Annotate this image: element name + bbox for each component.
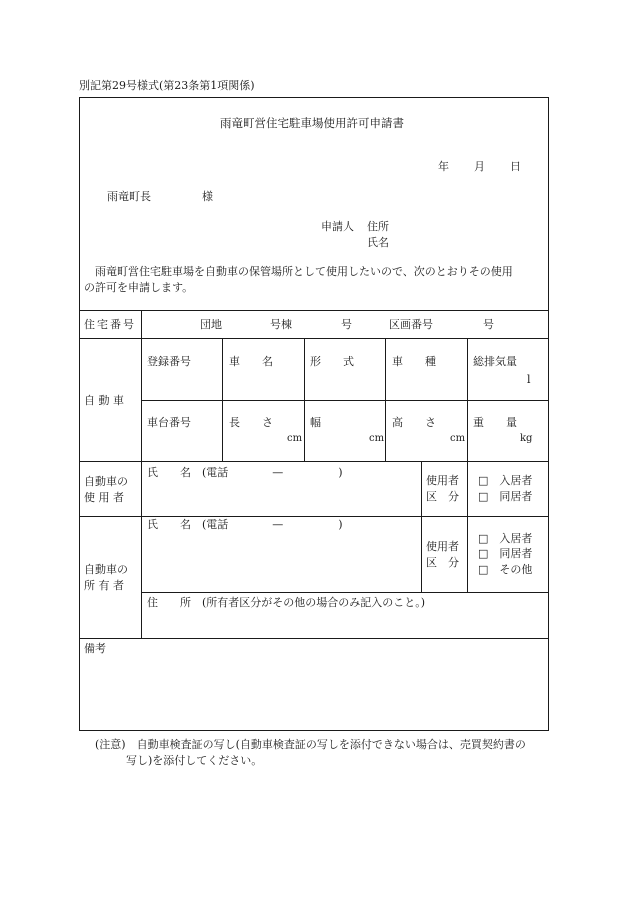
owner-label-line2: 所 有 者 (84, 579, 124, 592)
remarks-label: 備考 (84, 642, 106, 655)
owner-label-line1: 自動車の (84, 563, 128, 576)
vehicle-length-unit: cm (287, 433, 303, 444)
vehicle-label: 自 動 車 (84, 394, 124, 407)
form-title: 雨竜町営住宅駐車場使用許可申請書 (220, 116, 404, 130)
date-year-label: 年 (438, 160, 449, 173)
addressee-name: 雨竜町長 (107, 190, 151, 203)
owner-option-other: □ その他 (478, 563, 533, 576)
vehicle-reg-no-label: 登録番号 (147, 355, 191, 368)
vehicle-weight-label: 重 量 (473, 416, 517, 429)
housing-goto-label: 号棟 (270, 318, 292, 331)
addressee-honorific: 様 (202, 190, 213, 203)
date-month-label: 月 (474, 160, 485, 173)
date-day-label: 日 (510, 160, 521, 173)
vehicle-length-label: 長 さ (229, 416, 273, 429)
vehicle-make-label: 車 名 (229, 355, 273, 368)
vehicle-height-unit: cm (450, 433, 466, 444)
owner-option-resident: □ 入居者 (478, 532, 533, 545)
owner-option-cohabitant: □ 同居者 (478, 547, 533, 560)
applicant-label: 申請人 (321, 220, 354, 233)
footer-note-line2: 写し)を添付してください。 (126, 754, 263, 767)
form-number-label: 別記第29号様式(第23条第1項関係) (79, 79, 255, 92)
vehicle-type-label: 車 種 (392, 355, 436, 368)
housing-kukaku-label: 区画番号 (389, 318, 433, 331)
vehicle-width-label: 幅 (310, 416, 321, 429)
vehicle-weight-unit: kg (520, 433, 533, 444)
owner-name-field: 氏 名 (電話 — ) (147, 518, 343, 531)
housing-number-label: 住宅番号 (84, 318, 136, 331)
applicant-address-label: 住所 (367, 220, 389, 233)
body-text-line2: の許可を申請します。 (84, 281, 194, 294)
vehicle-displacement-label: 総排気量 (473, 355, 517, 368)
owner-class-label-line2: 区 分 (426, 556, 459, 569)
vehicle-model-label: 形 式 (310, 355, 354, 368)
owner-address-field: 住 所 (所有者区分がその他の場合のみ記入のこと。) (147, 596, 426, 609)
footer-note-line1: (注意) 自動車検査証の写し(自動車検査証の写しを添付できない場合は、売買契約書の (95, 738, 526, 751)
user-name-field: 氏 名 (電話 — ) (147, 466, 343, 479)
user-label-line1: 自動車の (84, 475, 128, 488)
vehicle-width-unit: cm (369, 433, 385, 444)
vehicle-chassis-no-label: 車台番号 (147, 416, 191, 429)
vehicle-displacement-unit: l (527, 373, 531, 386)
user-class-label-line2: 区 分 (426, 490, 459, 503)
housing-go-label: 号 (341, 318, 352, 331)
user-option-resident: □ 入居者 (478, 474, 533, 487)
body-text-line1: 雨竜町営住宅駐車場を自動車の保管場所として使用したいので、次のとおりその使用 (95, 265, 513, 278)
user-option-cohabitant: □ 同居者 (478, 490, 533, 503)
owner-class-label-line1: 使用者 (426, 540, 459, 553)
user-label-line2: 使 用 者 (84, 491, 124, 504)
housing-go2-label: 号 (483, 318, 494, 331)
user-class-label-line1: 使用者 (426, 474, 459, 487)
housing-danchi-label: 団地 (200, 318, 222, 331)
vehicle-height-label: 高 さ (392, 416, 436, 429)
applicant-name-label: 氏名 (367, 236, 389, 249)
